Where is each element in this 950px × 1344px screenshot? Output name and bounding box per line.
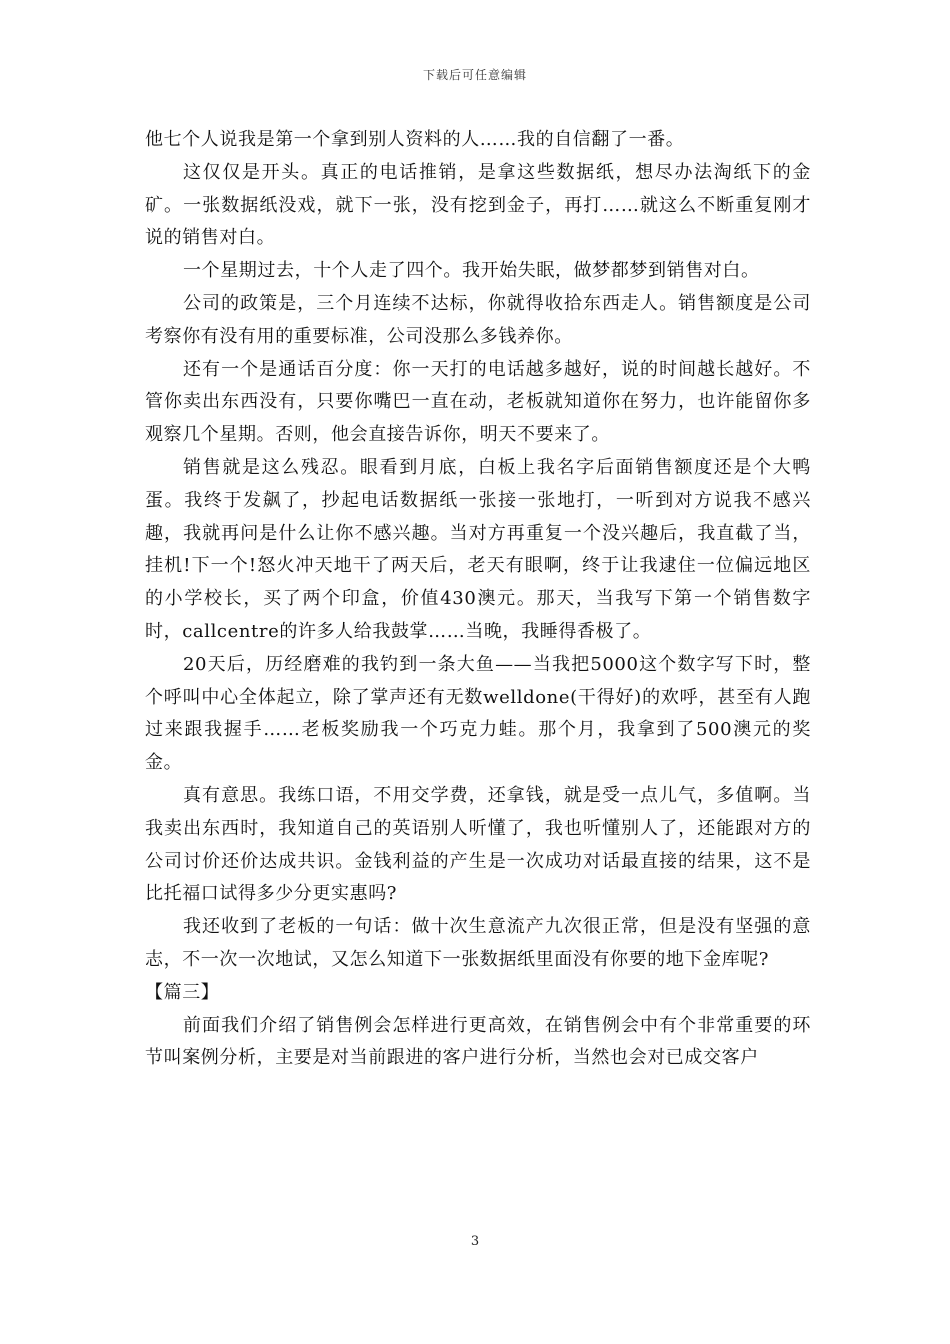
paragraph: 我还收到了老板的一句话：做十次生意流产九次很正常，但是没有坚强的意志，不一次一次地试，又怎么知道下一张数据纸里面没有你要的地下金库呢? bbox=[145, 916, 811, 970]
paragraph: 真有意思。我练口语，不用交学费，还拿钱，就是受一点儿气，多值啊。当我卖出东西时，我知道自己的英语别人听懂了，我也听懂别人了，还能跟对方的公司讨价还价达成共识。金钱利益的产生是一次成功对话最直接的结果，这不是比托福口试得多少分更实惠吗? bbox=[145, 784, 811, 905]
paragraph-continuation: 他七个人说我是第一个拿到别人资料的人……我的自信翻了一番。 bbox=[145, 129, 685, 150]
page-number: 3 bbox=[470, 1234, 480, 1249]
paragraph: 这仅仅是开头。真正的电话推销，是拿这些数据纸，想尽办法淘纸下的金矿。一张数据纸没戏，就下一张，没有挖到金子，再打……就这么不断重复刚才说的销售对白。 bbox=[145, 161, 811, 249]
paragraph: 销售就是这么残忍。眼看到月底，白板上我名字后面销售额度还是个大鸭蛋。我终于发飙了，抄起电话数据纸一张接一张地打，一听到对方说我不感兴趣，我就再问是什么让你不感兴趣。当对方再重复一个没兴趣后，我直截了当，挂机!下一个!怒火冲天地干了两天后，老天有眼啊，终于让我逮住一位偏远地区的小学校长，买了两个印盒，价值430澳元。那天，当我写下第一个销售数字时，callcentre的许多人给我鼓掌……当晚，我睡得香极了。 bbox=[145, 456, 811, 642]
page-header: 下载后可任意编辑 bbox=[422, 68, 527, 82]
paragraph: 前面我们介绍了销售例会怎样进行更高效，在销售例会中有个非常重要的环节叫案例分析，主要是对当前跟进的客户进行分析，当然也会对已成交客户 bbox=[145, 1014, 811, 1069]
paragraph: 还有一个是通话百分度：你一天打的电话越多越好，说的时间越长越好。不管你卖出东西没有，只要你嘴巴一直在动，老板就知道你在努力，也许能留你多观察几个星期。否则，他会直接告诉你，明天不要来了。 bbox=[145, 358, 811, 446]
paragraph: 公司的政策是，三个月连续不达标，你就得收拾东西走人。销售额度是公司考察你有没有用的重要标准，公司没那么多钱养你。 bbox=[145, 292, 811, 347]
section-heading: 【篇三】 bbox=[145, 981, 220, 1003]
paragraph: 一个星期过去，十个人走了四个。我开始失眠，做梦都梦到销售对白。 bbox=[183, 260, 760, 282]
document-body bbox=[145, 124, 811, 1075]
paragraph: 20天后，历经磨难的我钓到一条大鱼——当我把5000这个数字写下时，整个呼叫中心全体起立，除了掌声还有无数welldone(干得好)的欢呼，甚至有人跑过来跟我握手……老板奖励我一个巧克力蛙。那个月，我拿到了500澳元的奖金。 bbox=[145, 653, 811, 774]
